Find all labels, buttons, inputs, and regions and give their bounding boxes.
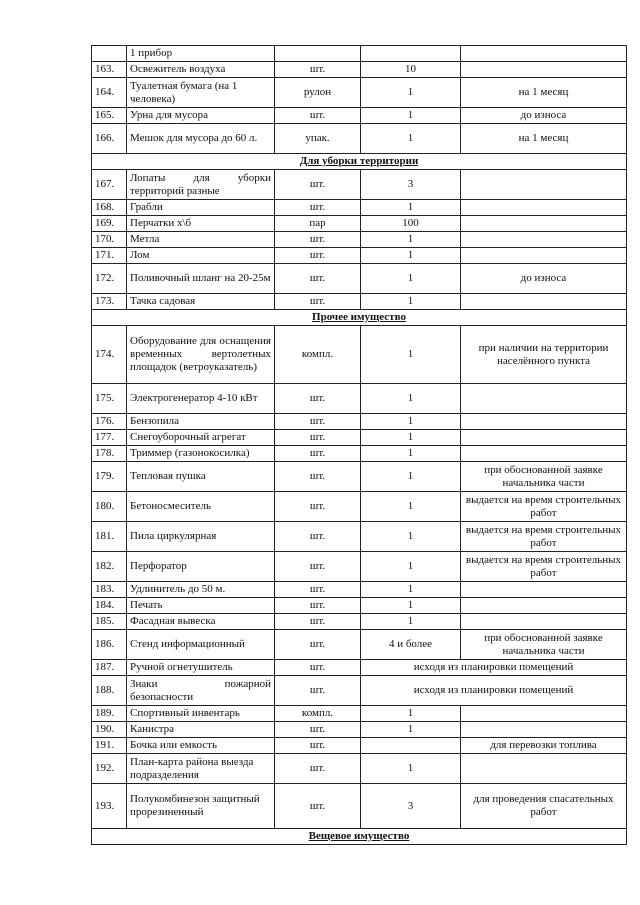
table-row — [92, 62, 627, 78]
item-qty: 1 — [361, 294, 461, 310]
item-qty: 1 — [361, 414, 461, 430]
item-qty: 1 — [361, 522, 461, 552]
item-name: Снегоуборочный агрегат — [127, 430, 275, 446]
item-qty: 1 — [361, 200, 461, 216]
item-note: для перевозки топлива — [461, 738, 627, 754]
inventory-table — [91, 45, 627, 845]
row-number: 174. — [92, 326, 127, 384]
row-number: 184. — [92, 598, 127, 614]
item-unit: упак. — [275, 124, 361, 154]
item-unit: шт. — [275, 446, 361, 462]
item-note: при обоснованной заявке начальника части — [461, 462, 627, 492]
item-qty: 10 — [361, 62, 461, 78]
item-qty: 1 — [361, 552, 461, 582]
item-unit: шт. — [275, 738, 361, 754]
item-qty: 3 — [361, 170, 461, 200]
item-qty: 1 — [361, 598, 461, 614]
item-qty: 1 — [361, 582, 461, 598]
item-unit: шт. — [275, 248, 361, 264]
item-name: Урна для мусора — [127, 108, 275, 124]
item-qty: 1 — [361, 232, 461, 248]
item-name: Знаки пожарной безопасности — [127, 676, 275, 706]
item-name: Перчатки х\б — [127, 216, 275, 232]
item-name: Туалетная бумага (на 1 человека) — [127, 78, 275, 108]
item-unit: шт. — [275, 660, 361, 676]
item-unit: шт. — [275, 552, 361, 582]
item-name: Мешок для мусора до 60 л. — [127, 124, 275, 154]
item-unit: шт. — [275, 414, 361, 430]
item-note — [461, 46, 627, 62]
row-number: 191. — [92, 738, 127, 754]
table-row — [92, 660, 627, 676]
item-note: до износа — [461, 108, 627, 124]
section-header — [92, 310, 627, 326]
table-row — [92, 522, 627, 552]
row-number: 164. — [92, 78, 127, 108]
item-name: Триммер (газонокосилка) — [127, 446, 275, 462]
section-title: Вещевое имущество — [92, 829, 627, 845]
section-header — [92, 154, 627, 170]
table-row — [92, 216, 627, 232]
item-unit: шт. — [275, 630, 361, 660]
table-row — [92, 200, 627, 216]
item-unit: компл. — [275, 706, 361, 722]
table-row — [92, 430, 627, 446]
item-unit: рулон — [275, 78, 361, 108]
item-name: План-карта района выезда подразделения — [127, 754, 275, 784]
item-qty: 1 — [361, 754, 461, 784]
item-name: Поливочный шланг на 20-25м — [127, 264, 275, 294]
item-name: Бетоносмеситель — [127, 492, 275, 522]
item-unit: шт. — [275, 598, 361, 614]
item-note — [461, 232, 627, 248]
item-name: Лом — [127, 248, 275, 264]
item-note — [461, 200, 627, 216]
row-number: 179. — [92, 462, 127, 492]
item-note — [461, 414, 627, 430]
row-number: 185. — [92, 614, 127, 630]
item-name: Фасадная вывеска — [127, 614, 275, 630]
item-qty-merged: исходя из планировки помещений — [361, 660, 627, 676]
item-qty — [361, 46, 461, 62]
item-name: Стенд информационный — [127, 630, 275, 660]
item-unit: шт. — [275, 614, 361, 630]
item-note — [461, 248, 627, 264]
table-row — [92, 78, 627, 108]
item-note — [461, 582, 627, 598]
item-unit: шт. — [275, 492, 361, 522]
item-unit: шт. — [275, 62, 361, 78]
item-note — [461, 384, 627, 414]
table-row — [92, 722, 627, 738]
item-unit: шт. — [275, 462, 361, 492]
item-qty: 1 — [361, 430, 461, 446]
item-note: выдается на время строительных работ — [461, 552, 627, 582]
table-row — [92, 738, 627, 754]
item-note — [461, 170, 627, 200]
item-note: при обоснованной заявке начальника части — [461, 630, 627, 660]
item-qty: 1 — [361, 722, 461, 738]
row-number: 193. — [92, 784, 127, 829]
item-unit: шт. — [275, 722, 361, 738]
item-note: выдается на время строительных работ — [461, 492, 627, 522]
row-number — [92, 46, 127, 62]
table-row — [92, 614, 627, 630]
row-number: 178. — [92, 446, 127, 462]
item-unit: шт. — [275, 582, 361, 598]
table-row — [92, 170, 627, 200]
item-qty: 1 — [361, 614, 461, 630]
item-qty: 1 — [361, 384, 461, 414]
item-qty: 100 — [361, 216, 461, 232]
item-name: Метла — [127, 232, 275, 248]
item-note — [461, 722, 627, 738]
item-note — [461, 62, 627, 78]
item-unit: шт. — [275, 294, 361, 310]
item-qty: 3 — [361, 784, 461, 829]
item-qty: 1 — [361, 124, 461, 154]
item-unit: шт. — [275, 232, 361, 248]
item-note: до износа — [461, 264, 627, 294]
item-name: Электрогенератор 4-10 кВт — [127, 384, 275, 414]
table-row — [92, 630, 627, 660]
item-name: Спортивный инвентарь — [127, 706, 275, 722]
table-row — [92, 46, 627, 62]
row-number: 173. — [92, 294, 127, 310]
row-number: 180. — [92, 492, 127, 522]
item-note: выдается на время строительных работ — [461, 522, 627, 552]
item-unit: шт. — [275, 108, 361, 124]
item-note: для проведения спасательных работ — [461, 784, 627, 829]
item-unit: шт. — [275, 264, 361, 294]
item-name: Пила циркулярная — [127, 522, 275, 552]
item-name: Оборудование для оснащения временных вертолетных площадок (ветроуказатель) — [127, 326, 275, 384]
item-unit — [275, 46, 361, 62]
item-qty: 1 — [361, 326, 461, 384]
row-number: 171. — [92, 248, 127, 264]
table-row — [92, 552, 627, 582]
item-unit: шт. — [275, 170, 361, 200]
table-row — [92, 706, 627, 722]
row-number: 169. — [92, 216, 127, 232]
item-name: Бочка или емкость — [127, 738, 275, 754]
row-number: 190. — [92, 722, 127, 738]
item-note: при наличии на территории населённого пункта — [461, 326, 627, 384]
table-row — [92, 108, 627, 124]
item-note: на 1 месяц — [461, 78, 627, 108]
section-title: Прочее имущество — [92, 310, 627, 326]
row-number: 167. — [92, 170, 127, 200]
item-name: 1 прибор — [127, 46, 275, 62]
item-qty: 1 — [361, 108, 461, 124]
row-number: 176. — [92, 414, 127, 430]
row-number: 187. — [92, 660, 127, 676]
item-note — [461, 430, 627, 446]
item-note — [461, 754, 627, 784]
item-qty: 1 — [361, 446, 461, 462]
item-unit: компл. — [275, 326, 361, 384]
item-name: Освежитель воздуха — [127, 62, 275, 78]
item-qty — [361, 738, 461, 754]
table-row — [92, 414, 627, 430]
table-row — [92, 326, 627, 384]
row-number: 177. — [92, 430, 127, 446]
item-unit: шт. — [275, 200, 361, 216]
item-note: на 1 месяц — [461, 124, 627, 154]
table-row — [92, 232, 627, 248]
section-title: Для уборки территории — [92, 154, 627, 170]
item-unit: пар — [275, 216, 361, 232]
item-name: Печать — [127, 598, 275, 614]
table-row — [92, 294, 627, 310]
item-name: Ручной огнетушитель — [127, 660, 275, 676]
table-row — [92, 384, 627, 414]
item-note — [461, 446, 627, 462]
row-number: 166. — [92, 124, 127, 154]
item-unit: шт. — [275, 522, 361, 552]
row-number: 168. — [92, 200, 127, 216]
row-number: 181. — [92, 522, 127, 552]
row-number: 183. — [92, 582, 127, 598]
row-number: 192. — [92, 754, 127, 784]
item-name: Лопаты для уборки территорий разные — [127, 170, 275, 200]
row-number: 182. — [92, 552, 127, 582]
row-number: 175. — [92, 384, 127, 414]
item-name: Перфоратор — [127, 552, 275, 582]
item-note — [461, 294, 627, 310]
item-note — [461, 614, 627, 630]
table-row — [92, 582, 627, 598]
item-name: Тепловая пушка — [127, 462, 275, 492]
item-unit: шт. — [275, 676, 361, 706]
item-qty: 1 — [361, 264, 461, 294]
table-row — [92, 676, 627, 706]
table-row — [92, 446, 627, 462]
item-name: Удлинитель до 50 м. — [127, 582, 275, 598]
table-row — [92, 462, 627, 492]
item-unit: шт. — [275, 430, 361, 446]
item-note — [461, 598, 627, 614]
item-unit: шт. — [275, 384, 361, 414]
item-qty: 1 — [361, 78, 461, 108]
item-note — [461, 706, 627, 722]
item-qty: 1 — [361, 248, 461, 264]
table-row — [92, 492, 627, 522]
row-number: 186. — [92, 630, 127, 660]
table-row — [92, 124, 627, 154]
item-unit: шт. — [275, 754, 361, 784]
item-unit: шт. — [275, 784, 361, 829]
row-number: 188. — [92, 676, 127, 706]
section-header — [92, 829, 627, 845]
item-name: Тачка садовая — [127, 294, 275, 310]
row-number: 163. — [92, 62, 127, 78]
row-number: 172. — [92, 264, 127, 294]
item-qty: 1 — [361, 492, 461, 522]
row-number: 170. — [92, 232, 127, 248]
item-name: Грабли — [127, 200, 275, 216]
item-name: Полукомбинезон защитный прорезиненный — [127, 784, 275, 829]
table-row — [92, 598, 627, 614]
item-qty: 1 — [361, 462, 461, 492]
item-qty-merged: исходя из планировки помещений — [361, 676, 627, 706]
item-name: Канистра — [127, 722, 275, 738]
item-qty: 1 — [361, 706, 461, 722]
item-note — [461, 216, 627, 232]
row-number: 189. — [92, 706, 127, 722]
item-name: Бензопила — [127, 414, 275, 430]
table-row — [92, 784, 627, 829]
table-row — [92, 248, 627, 264]
table-row — [92, 754, 627, 784]
row-number: 165. — [92, 108, 127, 124]
table-row — [92, 264, 627, 294]
item-qty: 4 и более — [361, 630, 461, 660]
